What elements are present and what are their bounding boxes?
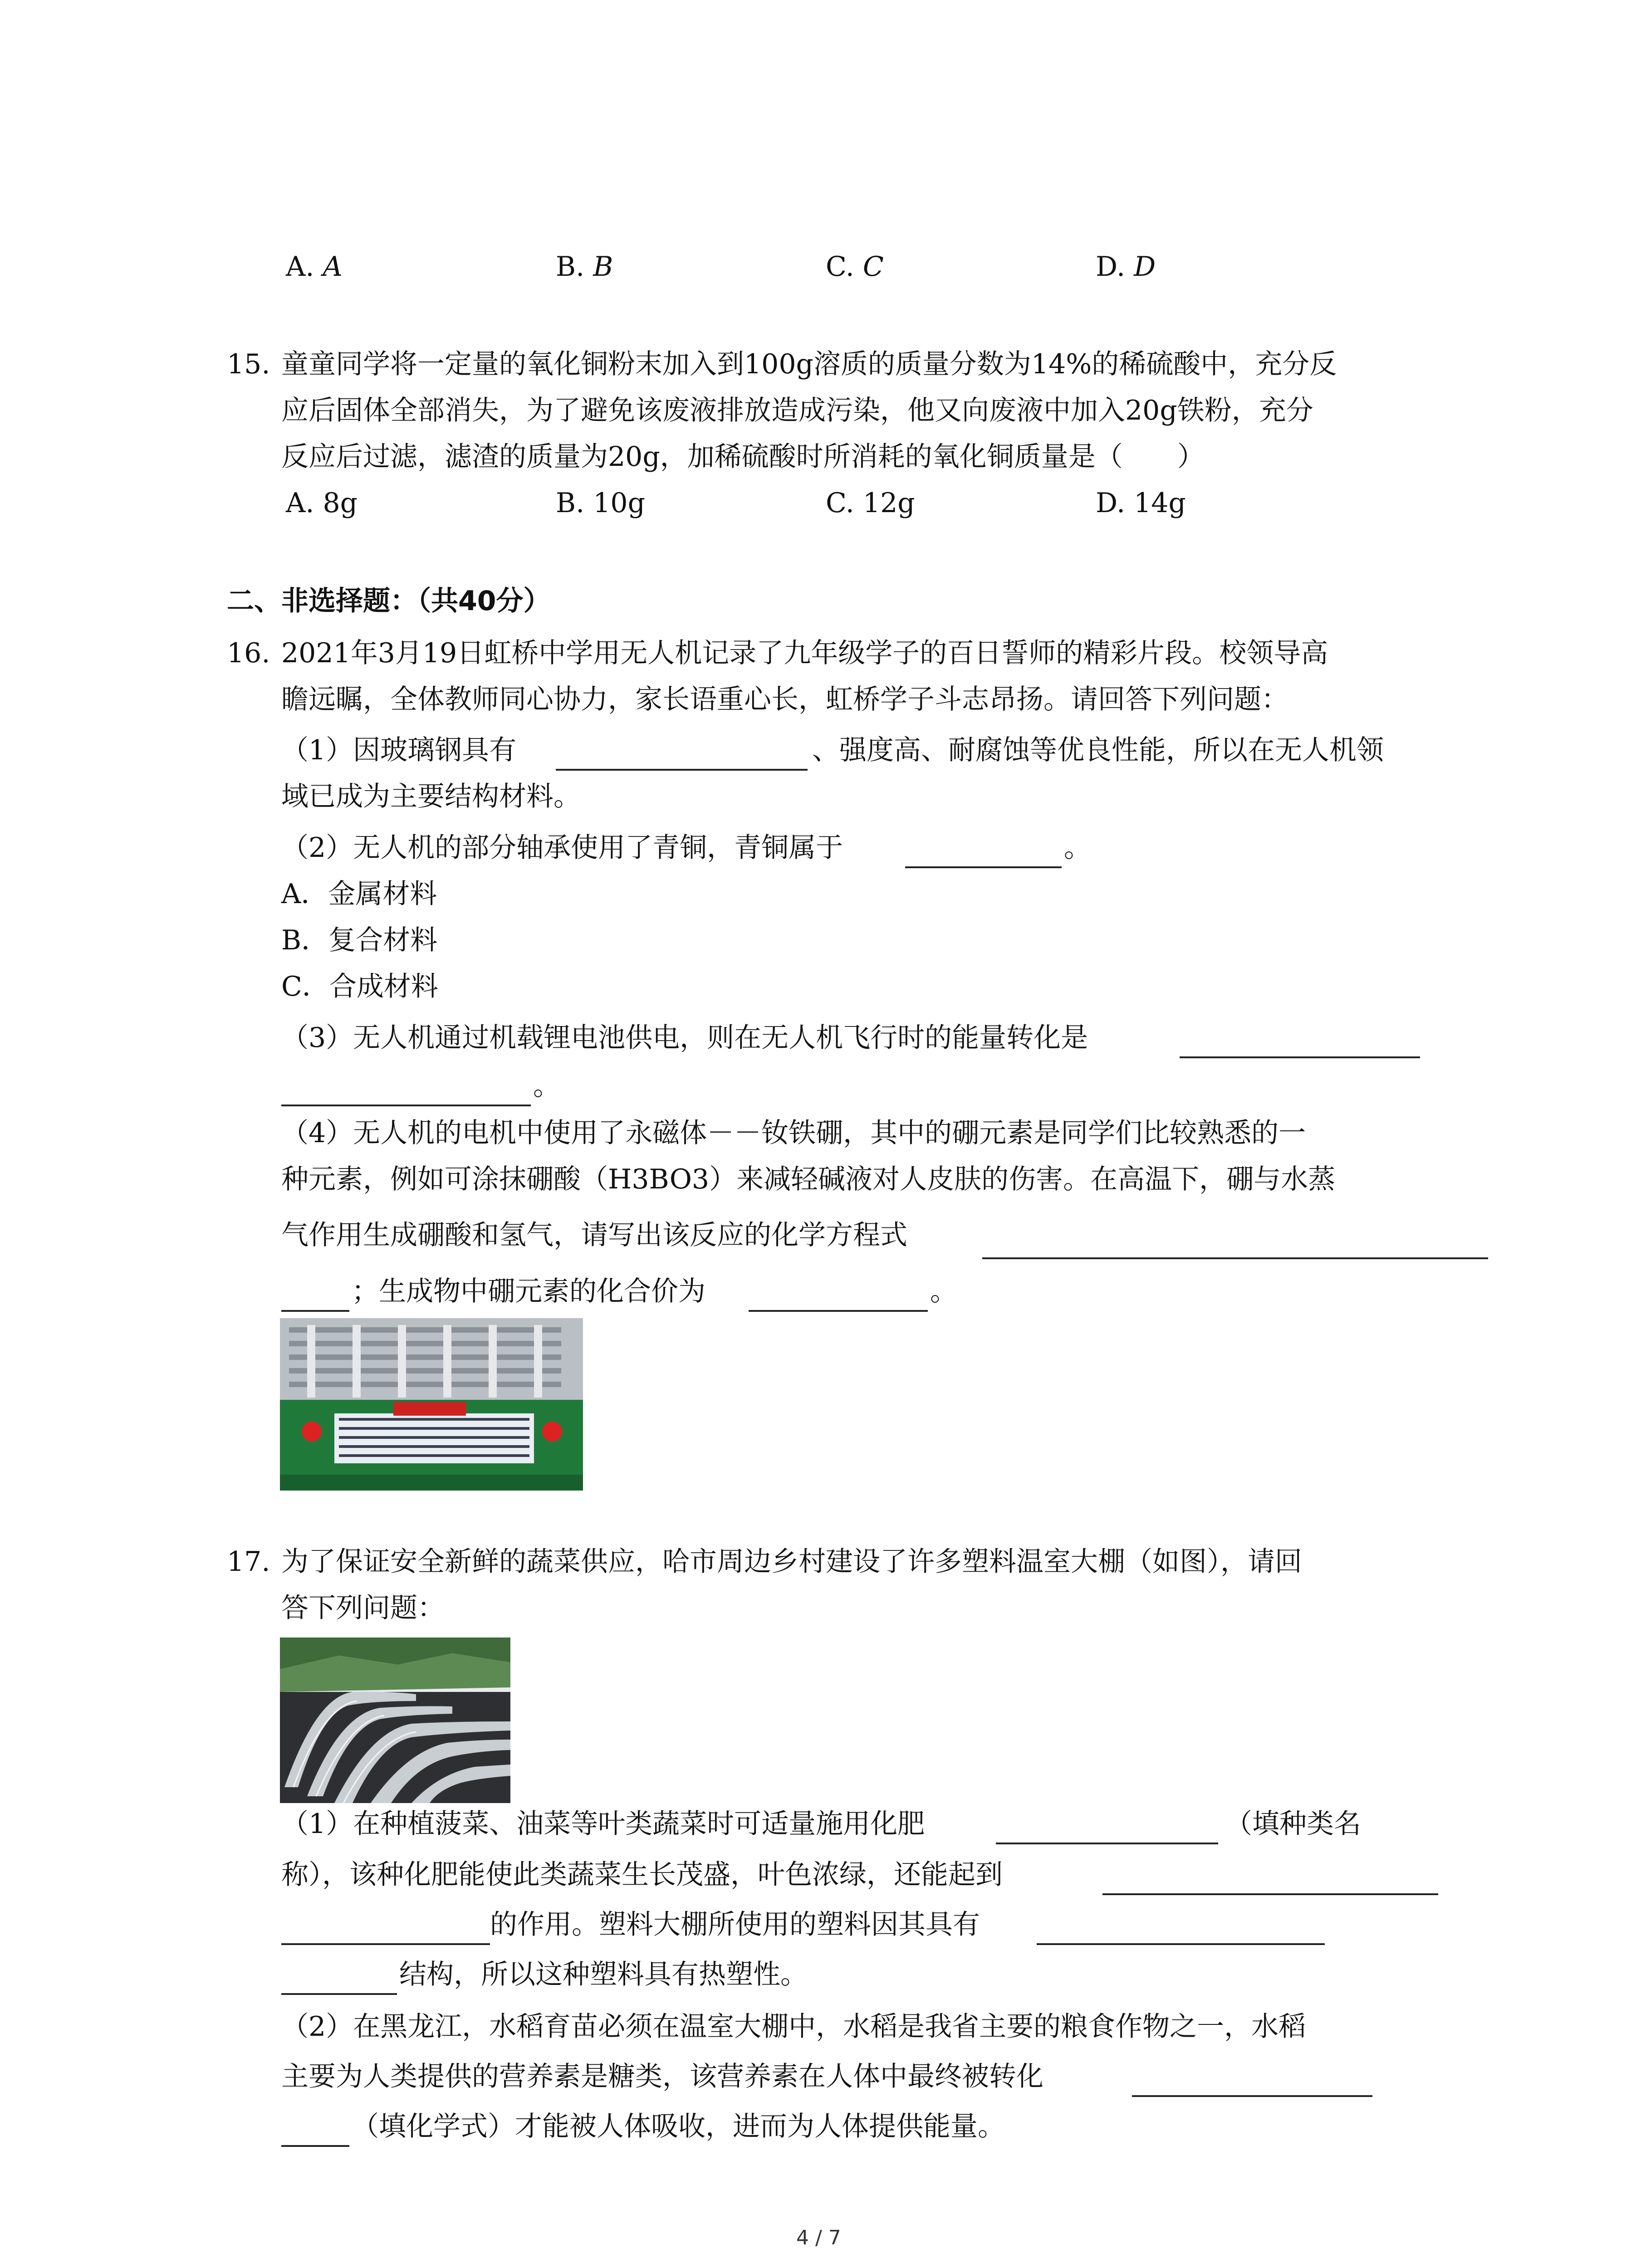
q16-part1-blank[interactable] xyxy=(556,769,808,771)
q17-part2-line-3: （填化学式）才能被人体吸收，进而为人体提供能量。 xyxy=(352,2111,1005,2142)
q16-part3-blank-2[interactable] xyxy=(281,1105,531,1106)
q14-option-d: D. D xyxy=(1096,251,1156,283)
q16-part4-line-2: 种元素，例如可涂抹硼酸（H3BO3）来减轻碱液对人皮肤的伤害。在高温下，硼与水蒸 xyxy=(281,1163,1336,1195)
q15-line-3: 反应后过滤，滤渣的质量为20g，加稀硫酸时所消耗的氧化铜质量是（ ） xyxy=(281,441,1205,473)
q17-part1-blank-structure-2[interactable] xyxy=(281,1993,397,1995)
q16-part1-text-b: 、强度高、耐腐蚀等优良性能，所以在无人机领 xyxy=(812,734,1384,766)
q16-part1-text-c: 域已成为主要结构材料。 xyxy=(281,781,581,812)
q15-option-d: D. 14g xyxy=(1096,487,1186,519)
q17-part2-blank-1[interactable] xyxy=(1132,2095,1372,2097)
q17-part1-blank-effect-2[interactable] xyxy=(281,1943,490,1945)
q15-line-1: 童童同学将一定量的氧化铜粉末加入到100g溶质的质量分数为14%的稀硫酸中，充分反 xyxy=(281,348,1337,380)
q14-option-c: C. C xyxy=(826,251,884,283)
q16-part4-text-valence: ；生成物中硼元素的化合价为 xyxy=(352,1276,705,1307)
q16-part3-text: （3）无人机通过机载锂电池供电，则在无人机飞行时的能量转化是 xyxy=(281,1022,1088,1054)
q17-part2-line-1: （2）在黑龙江，水稻育苗必须在温室大棚中，水稻是我省主要的粮食作物之一，水稻 xyxy=(281,2011,1306,2043)
q16-line-2: 瞻远瞩，全体教师同心协力，家长语重心长，虹桥学子斗志昂扬。请回答下列问题： xyxy=(281,684,1288,715)
q14-option-a: A. A xyxy=(286,251,343,283)
q17-part1-text-d: 的作用。塑料大棚所使用的塑料因其具有 xyxy=(490,1909,980,1941)
q15-number: 15. xyxy=(227,348,270,380)
q16-part4-line-3: 气作用生成硼酸和氢气，请写出该反应的化学方程式 xyxy=(281,1219,907,1251)
q16-number: 16. xyxy=(227,637,270,669)
q17-line-2: 答下列问题： xyxy=(281,1592,445,1624)
q16-part2-text: （2）无人机的部分轴承使用了青铜，青铜属于 xyxy=(281,832,843,864)
q16-line-1: 2021年3月19日虹桥中学用无人机记录了九年级学子的百日誓师的精彩片段。校领导高 xyxy=(281,637,1328,669)
school-assembly-photo xyxy=(280,1318,583,1491)
q15-option-c: C. 12g xyxy=(826,487,915,519)
q15-line-2: 应后固体全部消失，为了避免该废液排放造成污染，他又向废液中加入20g铁粉，充分 xyxy=(281,395,1313,426)
q17-part1-text-e: 结构，所以这种塑料具有热塑性。 xyxy=(399,1959,808,1990)
q16-choice-b: B．复合材料 xyxy=(281,924,438,956)
q17-part1-blank-structure-1[interactable] xyxy=(1037,1943,1325,1945)
q16-choice-a: A．金属材料 xyxy=(281,878,437,910)
q16-part4-period: 。 xyxy=(930,1276,957,1307)
section-2-heading: 二、非选择题：（共40分） xyxy=(227,585,551,617)
q16-part2-blank[interactable] xyxy=(905,866,1062,868)
q16-part4-equation-blank-1[interactable] xyxy=(982,1257,1488,1259)
q16-part3-blank-1[interactable] xyxy=(1180,1056,1420,1058)
q14-option-b: B. B xyxy=(556,251,613,283)
q16-part2-period: 。 xyxy=(1064,832,1091,864)
q17-part2-line-2: 主要为人类提供的营养素是糖类，该营养素在人体中最终被转化 xyxy=(281,2061,1043,2092)
q17-part1-blank-fertilizer[interactable] xyxy=(996,1843,1218,1844)
q16-part1-text-a: （1）因玻璃钢具有 xyxy=(281,734,517,766)
q17-line-1: 为了保证安全新鲜的蔬菜供应，哈市周边乡村建设了许多塑料温室大棚（如图），请回 xyxy=(281,1546,1302,1578)
q17-part2-blank-2[interactable] xyxy=(281,2145,349,2147)
q17-part1-text-c: 称），该种化肥能使此类蔬菜生长茂盛，叶色浓绿，还能起到 xyxy=(281,1859,1003,1891)
q17-part1-text-a: （1）在种植菠菜、油菜等叶类蔬菜时可适量施用化肥 xyxy=(281,1808,925,1840)
q17-part1-blank-effect-1[interactable] xyxy=(1102,1893,1438,1895)
q15-option-b: B. 10g xyxy=(556,487,645,519)
q16-part4-line-1: （4）无人机的电机中使用了永磁体－－钕铁硼，其中的硼元素是同学们比较熟悉的一 xyxy=(281,1117,1306,1149)
q16-choice-c: C．合成材料 xyxy=(281,971,438,1002)
q16-part4-valence-blank[interactable] xyxy=(749,1310,928,1312)
q15-option-a: A. 8g xyxy=(286,487,358,519)
greenhouse-photo xyxy=(280,1637,510,1803)
q16-part3-period: 。 xyxy=(533,1070,560,1102)
q17-part1-text-b: （填种类名 xyxy=(1225,1808,1361,1840)
q17-number: 17. xyxy=(227,1546,270,1578)
page-number: 4 / 7 xyxy=(796,2226,841,2249)
q16-part4-equation-blank-2[interactable] xyxy=(281,1310,349,1312)
